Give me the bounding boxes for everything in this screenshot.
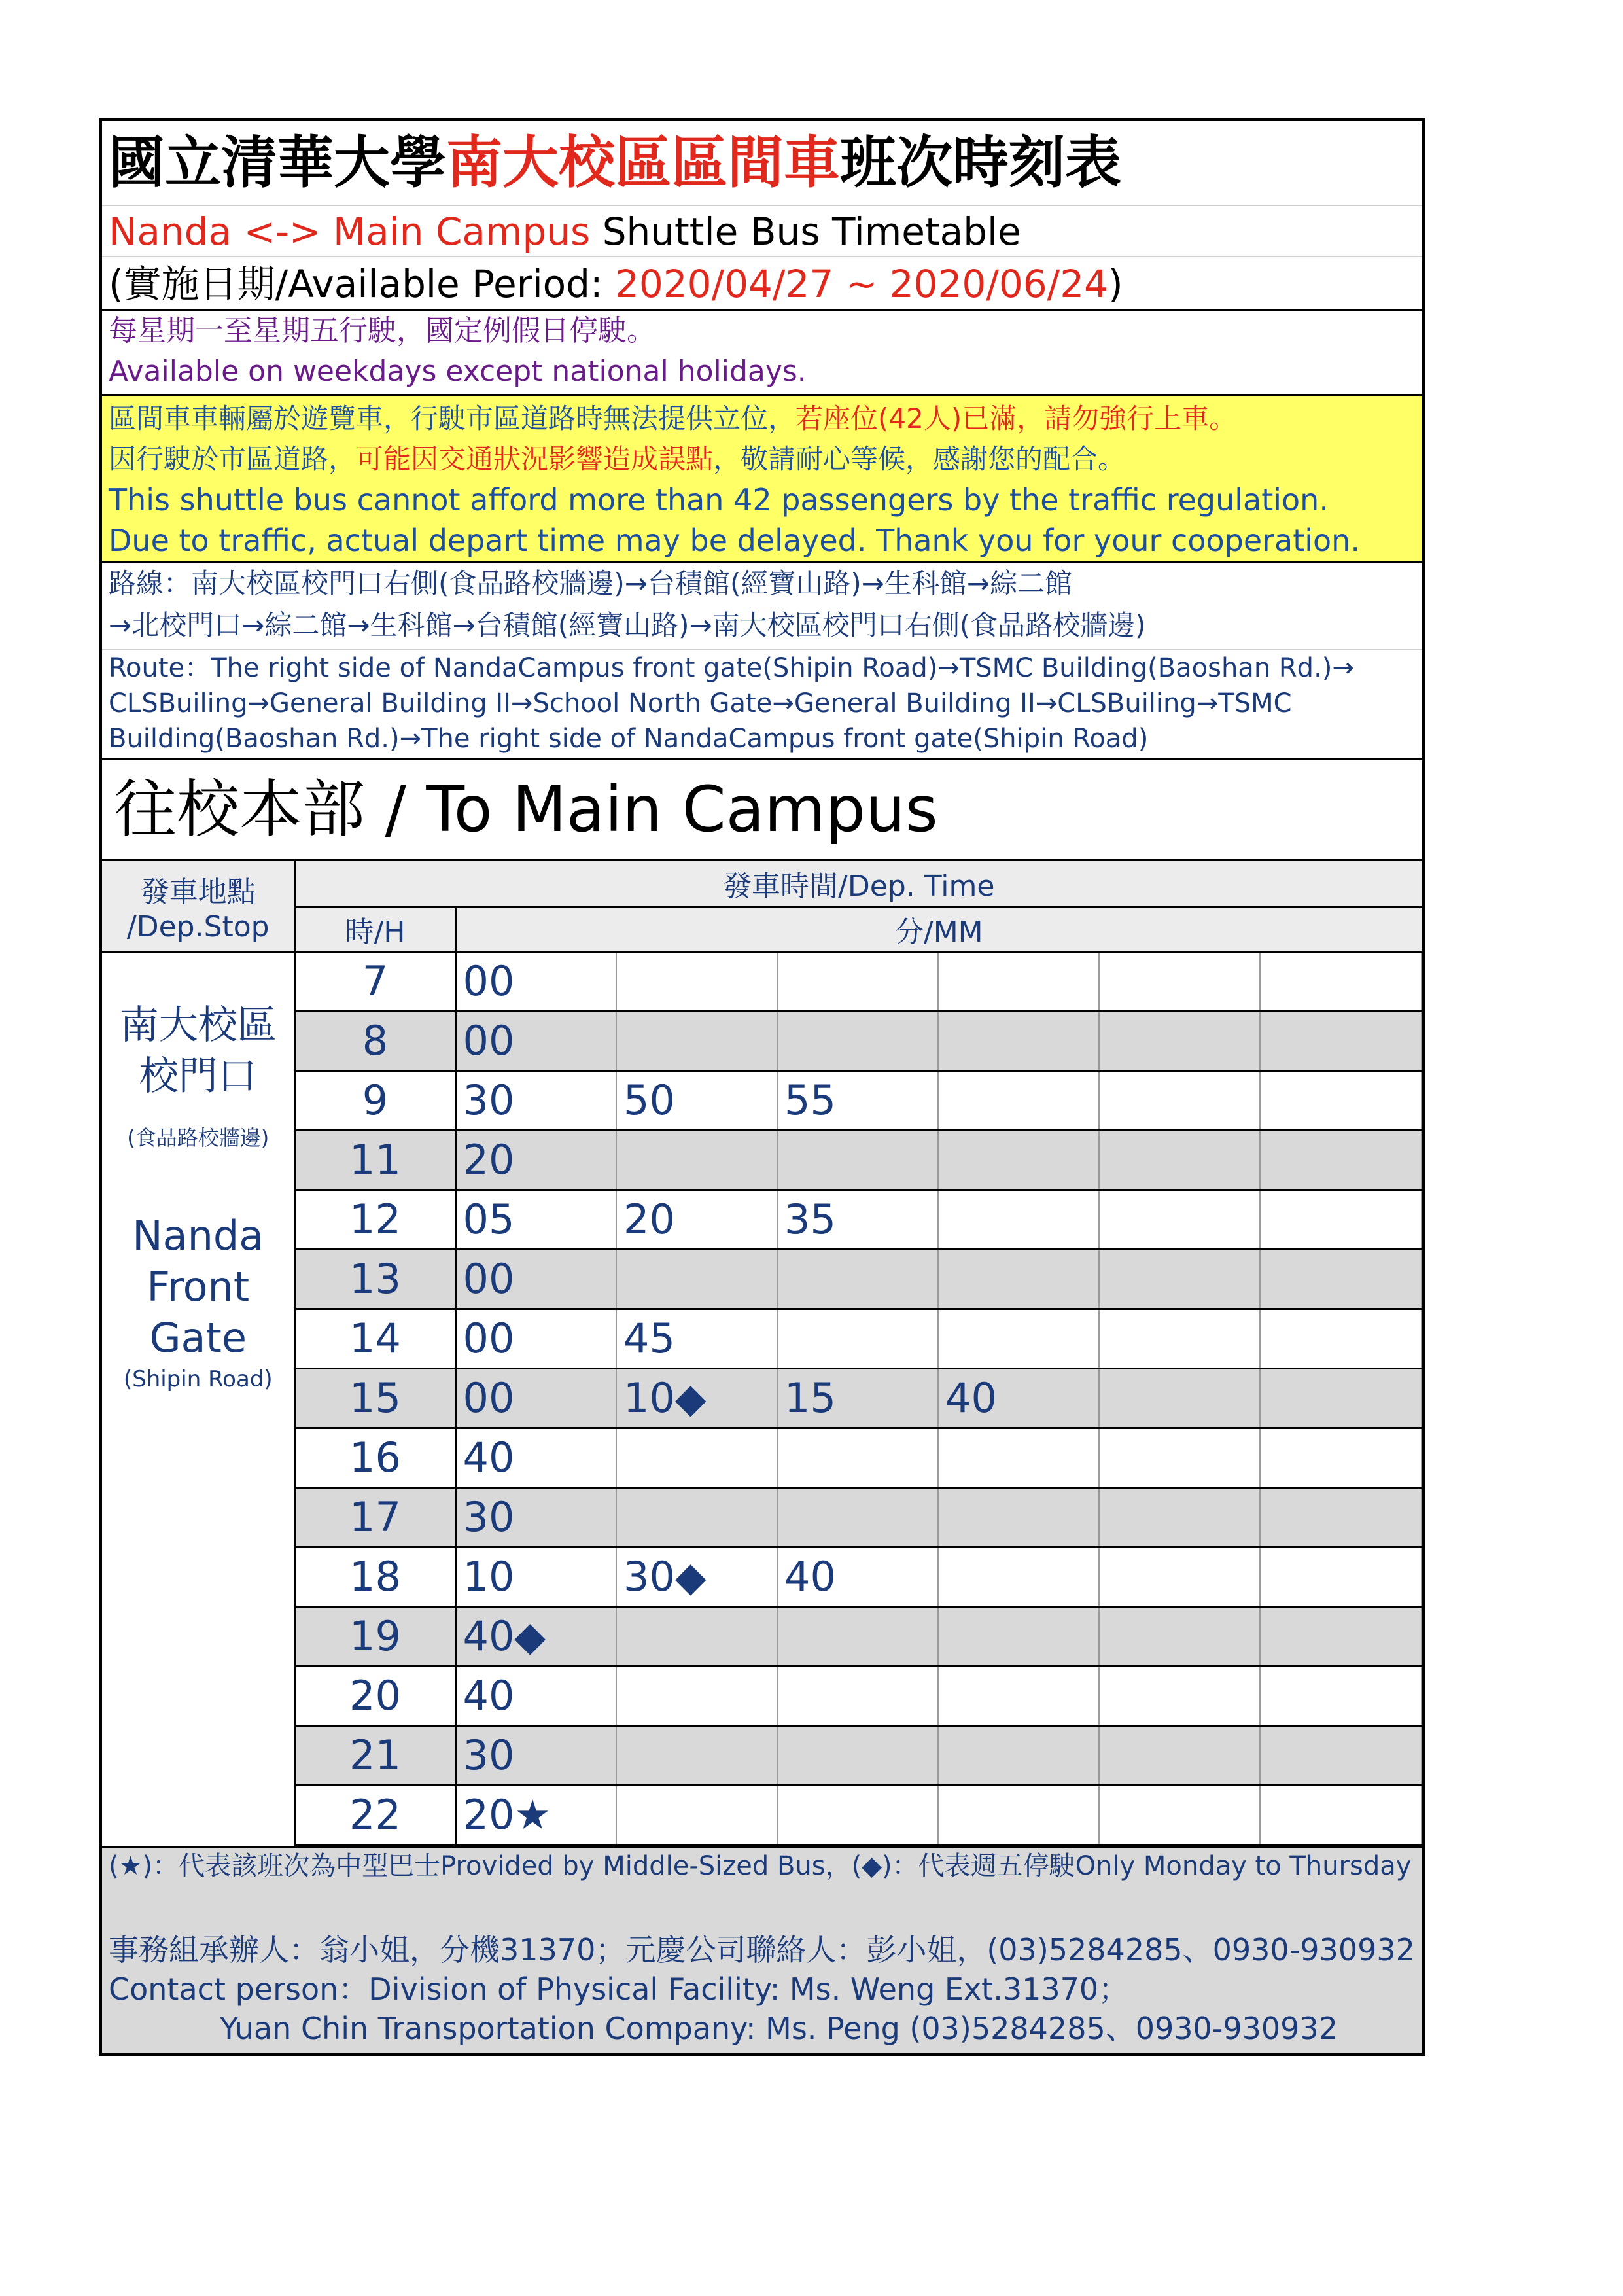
minute-cell [777, 1249, 938, 1309]
minute-cell [938, 951, 1099, 1011]
minute-cell [1099, 1725, 1260, 1785]
timetable-row [102, 1368, 1422, 1428]
minute-cell: 50 [616, 1070, 777, 1130]
minute-cell [1260, 1070, 1422, 1130]
period-dates: 2020/04/27 ~ 2020/06/24 [614, 262, 1109, 306]
minute-cell: 40 [455, 1666, 616, 1725]
minute-cell [1099, 1368, 1260, 1428]
minute-cell [1099, 1606, 1260, 1666]
timetable-row [102, 1785, 1422, 1845]
direction-heading: 往校本部 / To Main Campus [102, 760, 1422, 861]
minute-cell [1099, 1070, 1260, 1130]
minute-cell [777, 1487, 938, 1547]
hour-cell: 19 [295, 1606, 455, 1666]
minute-cell: 40 [777, 1547, 938, 1606]
minute-cell [1099, 1011, 1260, 1070]
dep-stop-header-zh: 發車地點 [140, 875, 256, 909]
minute-cell [616, 1011, 777, 1070]
minute-cell: 40 [455, 1428, 616, 1487]
timetable-row [102, 1606, 1422, 1666]
minute-cell [938, 1606, 1099, 1666]
timetable-row [102, 1547, 1422, 1606]
hour-cell: 11 [295, 1130, 455, 1190]
period-prefix: (實施日期/Available Period: [109, 262, 615, 306]
minute-cell: 40◆ [455, 1606, 616, 1666]
minute-cell [777, 1130, 938, 1190]
departure-stop [102, 951, 295, 1845]
hour-cell: 21 [295, 1725, 455, 1785]
notice-zh-line1 [109, 398, 1422, 439]
route-zh-line2: →北校門口→綜二館→生科館→台積館(經寶山路)→南大校區校門口右側(食品路校牆邊) [109, 609, 1146, 641]
notice-zh1-b: 若座位(42人)已滿，請勿強行上車。 [795, 402, 1237, 434]
timetable-row [102, 1487, 1422, 1547]
stop-en-line2: Front [147, 1262, 250, 1311]
minute-cell [938, 1666, 1099, 1725]
minute-cell [938, 1725, 1099, 1785]
minute-cell: 35 [777, 1190, 938, 1249]
minute-cell [616, 951, 777, 1011]
route-en-line3: Building(Baoshan Rd.)→The right side of NandaCampus front gate(Shipin Road) [109, 724, 1149, 754]
minute-cell [1099, 951, 1260, 1011]
minute-cell [938, 1190, 1099, 1249]
minute-cell [616, 1130, 777, 1190]
timetable [102, 861, 1422, 1846]
minute-cell [777, 1428, 938, 1487]
minute-cell [1260, 1190, 1422, 1249]
minute-cell [938, 1309, 1099, 1368]
minute-cell [1099, 1249, 1260, 1309]
hour-cell: 9 [295, 1070, 455, 1130]
minute-cell [1099, 1547, 1260, 1606]
minute-cell [1099, 1309, 1260, 1368]
minute-cell [1260, 1725, 1422, 1785]
minute-cell [616, 1428, 777, 1487]
minute-cell [777, 1309, 938, 1368]
minute-cell [616, 1249, 777, 1309]
hour-cell: 7 [295, 951, 455, 1011]
route-en-line2: CLSBuiling→General Building II→School North Gate→General Building II→CLSBuiling→TSMC [109, 688, 1292, 718]
hour-header: 時/H [295, 907, 455, 951]
timetable-row [102, 1130, 1422, 1190]
timetable-row [102, 951, 1422, 1011]
minute-cell [616, 1725, 777, 1785]
notice-en-line1: This shuttle bus cannot afford more than 42 passengers by the traffic regulation. [109, 482, 1329, 518]
title-zh-prefix: 國立清華大學 [109, 130, 446, 196]
minute-cell [1099, 1130, 1260, 1190]
footer [102, 1846, 1422, 2053]
minute-cell: 30 [455, 1487, 616, 1547]
stop-en-line1: Nanda [132, 1211, 264, 1260]
minute-cell: 30 [455, 1070, 616, 1130]
minute-cell: 15 [777, 1368, 938, 1428]
page-title [102, 121, 1422, 206]
minute-cell [777, 1725, 938, 1785]
minute-cell: 05 [455, 1190, 616, 1249]
minute-cell: 45 [616, 1309, 777, 1368]
period-suffix: ) [1108, 262, 1123, 306]
minute-cell [777, 1785, 938, 1845]
minute-cell: 10◆ [616, 1368, 777, 1428]
title-zh-suffix: 班次時刻表 [840, 130, 1121, 196]
hour-cell: 18 [295, 1547, 455, 1606]
minute-cell: 00 [455, 1368, 616, 1428]
capacity-notice [102, 396, 1422, 563]
minute-cell: 30◆ [616, 1547, 777, 1606]
availability-en: Available on weekdays except national holidays. [109, 355, 807, 388]
hour-cell: 20 [295, 1666, 455, 1725]
english-title [102, 206, 1422, 257]
hour-cell: 17 [295, 1487, 455, 1547]
legend: (★)：代表該班次為中型巴士Provided by Middle-Sized Bus，(◆)：代表週五停駛Only Monday to Thursday [109, 1850, 1412, 1881]
minute-cell [1260, 1249, 1422, 1309]
minute-cell [938, 1785, 1099, 1845]
title-zh-highlight: 南大校區區間車 [446, 130, 840, 196]
notice-en-line2: Due to traffic, actual depart time may be delayed. Thank you for your cooperation. [109, 523, 1360, 558]
hour-cell: 16 [295, 1428, 455, 1487]
notice-zh2-c: ，敬請耐心等候，感謝您的配合。 [713, 443, 1126, 475]
minute-cell: 55 [777, 1070, 938, 1130]
minute-cell [1260, 1011, 1422, 1070]
minute-cell: 00 [455, 1309, 616, 1368]
minute-cell [777, 1606, 938, 1666]
availability-note [102, 311, 1422, 396]
minute-cell [1260, 1606, 1422, 1666]
minute-cell [1099, 1666, 1260, 1725]
stop-zh-line1: 南大校區 [119, 1002, 277, 1048]
contact-en-line2: Yuan Chin Transportation Company: Ms. Peng (03)5284285、0930-930932 [220, 2010, 1338, 2046]
minute-cell [938, 1249, 1099, 1309]
minute-cell [1099, 1785, 1260, 1845]
notice-zh2-a: 因行駛於市區道路， [109, 443, 357, 475]
hour-cell: 14 [295, 1309, 455, 1368]
minute-cell [777, 1011, 938, 1070]
title-en-suffix: Shuttle Bus Timetable [590, 209, 1021, 254]
notice-zh-line2 [109, 439, 1422, 480]
notice-zh2-b: 可能因交通狀況影響造成誤點 [356, 443, 714, 475]
contact-en-line1: Contact person：Division of Physical Facility: Ms. Weng Ext.31370； [109, 1971, 1129, 2007]
stop-en-note: (Shipin Road) [123, 1366, 273, 1392]
minute-header: 分/MM [455, 907, 1422, 951]
dep-time-header: 發車時間/Dep. Time [295, 861, 1422, 907]
notice-zh1-a: 區間車車輛屬於遊覽車，行駛市區道路時無法提供立位， [109, 402, 796, 434]
timetable-row [102, 1011, 1422, 1070]
minute-cell: 00 [455, 1249, 616, 1309]
stop-zh-line2: 校門口 [139, 1053, 257, 1099]
minute-cell [616, 1487, 777, 1547]
minute-cell [1260, 1547, 1422, 1606]
availability-zh: 每星期一至星期五行駛，國定例假日停駛。 [109, 314, 655, 347]
hour-cell: 8 [295, 1011, 455, 1070]
minute-cell [1099, 1190, 1260, 1249]
minute-cell [938, 1070, 1099, 1130]
stop-en-line3: Gate [149, 1313, 247, 1362]
minute-cell [1260, 1666, 1422, 1725]
hour-cell: 13 [295, 1249, 455, 1309]
minute-cell [1260, 1368, 1422, 1428]
dep-stop-header-en: /Dep.Stop [126, 910, 270, 944]
timetable-row [102, 1428, 1422, 1487]
minute-cell: 20 [455, 1130, 616, 1190]
minute-cell: 20★ [455, 1785, 616, 1845]
timetable-row [102, 1190, 1422, 1249]
minute-cell: 30 [455, 1725, 616, 1785]
minute-cell [1260, 1309, 1422, 1368]
timetable-row [102, 1070, 1422, 1130]
timetable-sheet [99, 118, 1425, 2056]
minute-cell [1260, 1428, 1422, 1487]
minute-cell [938, 1428, 1099, 1487]
route-zh [102, 563, 1422, 650]
minute-cell [777, 1666, 938, 1725]
minute-cell: 40 [938, 1368, 1099, 1428]
contact-zh: 事務組承辦人：翁小姐，分機31370；元慶公司聯絡人：彭小姐，(03)5284285、0930-930932 [109, 1932, 1415, 1968]
minute-cell: 00 [455, 1011, 616, 1070]
available-period [102, 257, 1422, 311]
minute-cell [1260, 1785, 1422, 1845]
minute-cell [1099, 1487, 1260, 1547]
minute-cell [616, 1606, 777, 1666]
stop-zh-note: (食品路校牆邊) [127, 1125, 270, 1150]
minute-cell [938, 1011, 1099, 1070]
minute-cell: 10 [455, 1547, 616, 1606]
hour-cell: 15 [295, 1368, 455, 1428]
hour-cell: 22 [295, 1785, 455, 1845]
route-en-line1: Route：The right side of NandaCampus front gate(Shipin Road)→TSMC Building(Baoshan Rd.)→ [109, 653, 1354, 683]
title-en-highlight: Nanda <-> Main Campus [109, 209, 591, 254]
minute-cell [938, 1487, 1099, 1547]
minute-cell [1260, 1130, 1422, 1190]
dep-stop-header [102, 861, 295, 951]
minute-cell [616, 1785, 777, 1845]
route-en [102, 650, 1422, 760]
route-zh-line1: 路線：南大校區校門口右側(食品路校牆邊)→台積館(經寶山路)→生科館→綜二館 [109, 567, 1073, 599]
minute-cell [777, 951, 938, 1011]
minute-cell: 20 [616, 1190, 777, 1249]
timetable-row [102, 1725, 1422, 1785]
hour-cell: 12 [295, 1190, 455, 1249]
minute-cell: 00 [455, 951, 616, 1011]
minute-cell [1099, 1428, 1260, 1487]
minute-cell [938, 1130, 1099, 1190]
minute-cell [1260, 951, 1422, 1011]
minute-cell [1260, 1487, 1422, 1547]
timetable-row [102, 1309, 1422, 1368]
timetable-row [102, 1666, 1422, 1725]
timetable-row [102, 1249, 1422, 1309]
minute-cell [938, 1547, 1099, 1606]
minute-cell [616, 1666, 777, 1725]
